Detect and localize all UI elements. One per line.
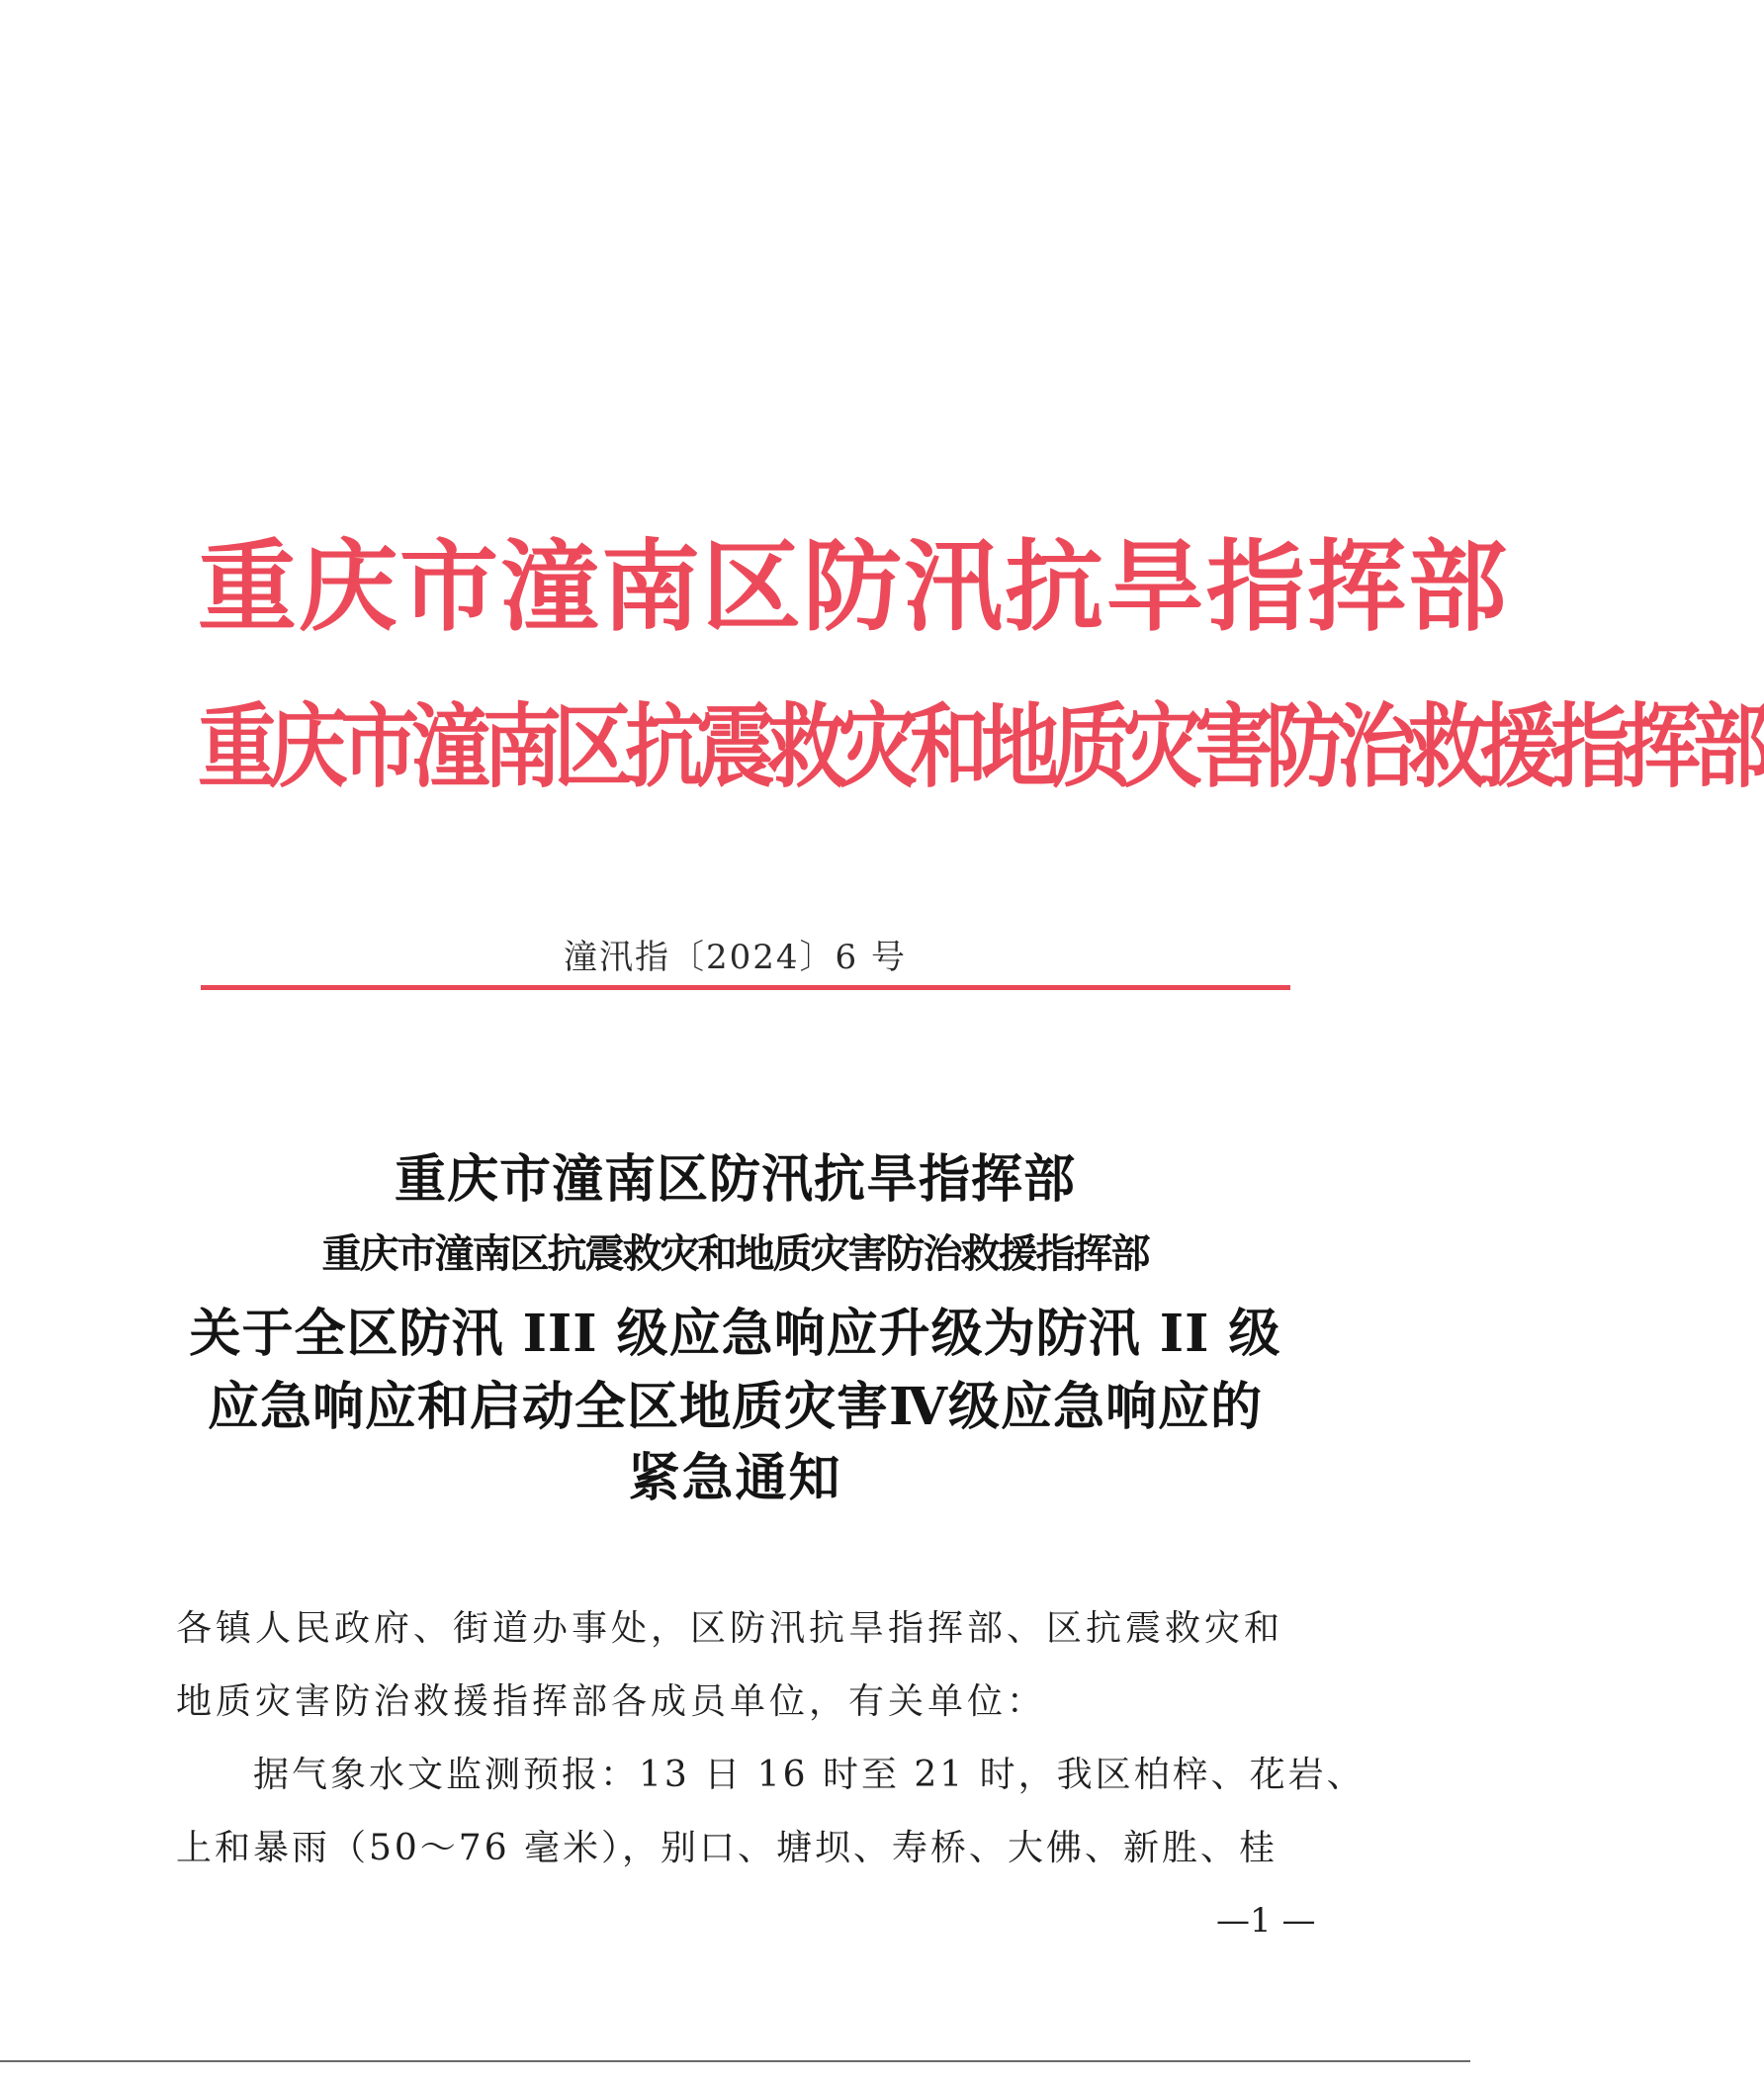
notice-issuer-2: 重庆市潼南区抗震救灾和地质灾害防治救援指挥部 bbox=[321, 1230, 1149, 1277]
notice-title-line-2: 应急响应和启动全区地质灾害Ⅳ级应急响应的 bbox=[207, 1377, 1263, 1437]
notice-title-line-3: 紧急通知 bbox=[628, 1448, 842, 1508]
masthead-title-2: 重庆市潼南区抗震救灾和地质灾害防治救援指挥部 bbox=[198, 692, 1764, 800]
red-divider-line bbox=[201, 985, 1290, 990]
notice-title-line-1: 关于全区防汛 III 级应急响应升级为防汛 II 级 bbox=[189, 1304, 1281, 1364]
document-number: 潼汛指〔2024〕6 号 bbox=[564, 938, 907, 977]
page-number: —1 — bbox=[1216, 1901, 1316, 1941]
notice-issuer-1: 重庆市潼南区防汛抗旱指挥部 bbox=[394, 1149, 1076, 1210]
body-paragraph-line-1: 据气象水文监测预报：13 日 16 时至 21 时，我区柏梓、花岩、 bbox=[253, 1755, 1366, 1795]
masthead-title-1: 重庆市潼南区防汛抗旱指挥部 bbox=[198, 528, 1509, 645]
recipients-line-2: 地质灾害防治救援指挥部各成员单位，有关单位： bbox=[176, 1681, 1047, 1722]
body-paragraph-line-2: 上和暴雨（50～76 毫米），别口、塘坝、寿桥、大佛、新胜、桂 bbox=[176, 1828, 1279, 1868]
scan-edge-line bbox=[0, 2060, 1470, 2062]
recipients-line-1: 各镇人民政府、街道办事处，区防汛抗旱指挥部、区抗震救灾和 bbox=[176, 1608, 1284, 1649]
